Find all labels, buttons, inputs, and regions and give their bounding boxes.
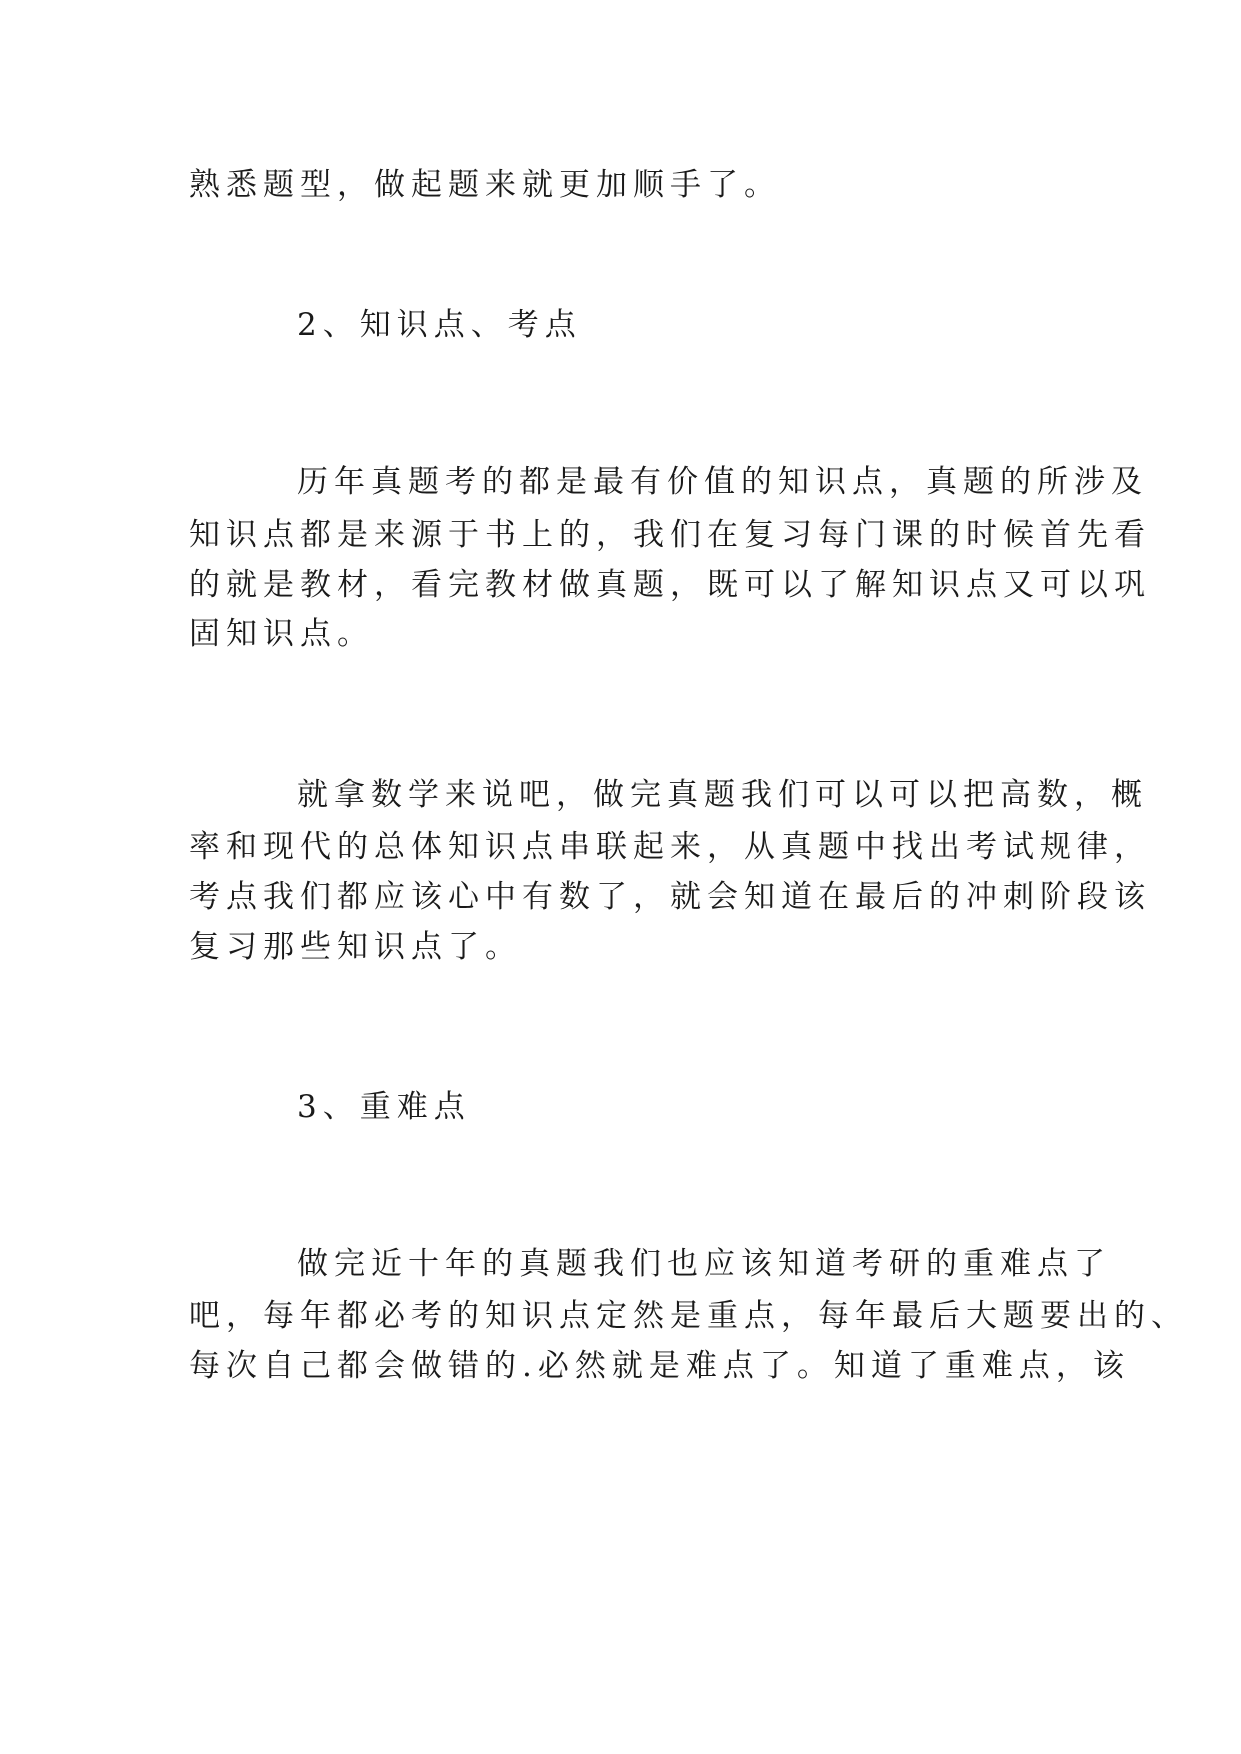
section-heading: 3、重难点 [297,1089,471,1125]
paragraph-line: 做完近十年的真题我们也应该知道考研的重难点了 [297,1246,1111,1282]
paragraph-line: 考点我们都应该心中有数了，就会知道在最后的冲刺阶段该 [189,879,1151,915]
paragraph-line: 熟悉题型，做起题来就更加顺手了。 [189,167,781,203]
paragraph-line: 每次自己都会做错的.必然就是难点了。知道了重难点，该 [189,1348,1130,1384]
paragraph-line: 的就是教材，看完教材做真题，既可以了解知识点又可以巩 [189,567,1151,603]
paragraph-line: 复习那些知识点了。 [189,929,522,965]
paragraph-line: 就拿数学来说吧，做完真题我们可以可以把高数，概 [297,777,1148,813]
paragraph-line: 率和现代的总体知识点串联起来，从真题中找出考试规律， [189,829,1151,865]
section-heading: 2、知识点、考点 [297,307,582,343]
paragraph-line: 知识点都是来源于书上的，我们在复习每门课的时候首先看 [189,517,1151,553]
paragraph-line: 固知识点。 [189,616,374,652]
paragraph-line: 历年真题考的都是最有价值的知识点，真题的所涉及 [297,464,1148,500]
paragraph-line: 吧，每年都必考的知识点定然是重点，每年最后大题要出的、 [189,1298,1188,1334]
